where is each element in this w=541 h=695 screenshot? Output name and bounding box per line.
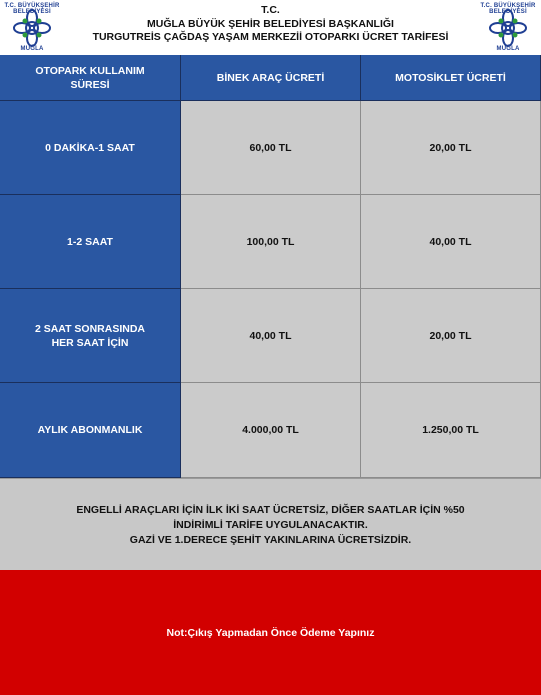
motorcycle-price-cell: 1.250,00 TL <box>361 383 541 478</box>
duration-cell: 0 DAKİKA-1 SAAT <box>0 101 181 195</box>
logo-top-text: T.C. BÜYÜKŞEHİR BELEDİYESİ <box>4 3 60 15</box>
column-header-car: BİNEK ARAÇ ÜCRETİ <box>181 55 361 101</box>
municipality-logo-right <box>478 2 538 54</box>
table-row <box>0 101 541 195</box>
car-price-cell: 60,00 TL <box>181 101 361 195</box>
car-price-cell: 4.000,00 TL <box>181 383 361 478</box>
duration-cell: 1-2 SAAT <box>0 195 181 289</box>
column-header-motorcycle: MOTOSİKLET ÜCRETİ <box>361 55 541 101</box>
page-title <box>70 4 471 45</box>
motorcycle-price-cell: 40,00 TL <box>361 195 541 289</box>
logo-bottom-text: MUĞLA <box>20 46 44 52</box>
notice-line-2: GAZİ VE 1.DERECE ŞEHİT YAKINLARINA ÜCRETSİZDİR. <box>129 533 412 546</box>
notice-line-1: ENGELLİ ARAÇLARI İÇİN İLK İKİ SAAT ÜCRETSİZ, DİĞER SAATLAR İÇİN %50 İNDİRİMLİ TARİFE UYGULANACAKTIR. <box>76 503 465 531</box>
payment-note-banner <box>0 570 541 695</box>
title-line-1: T.C. <box>261 4 280 16</box>
title-line-3: TURGUTREİS ÇAĞDAŞ YAŞAM MERKEZİİ OTOPARKI ÜCRET TARİFESİ <box>92 31 449 43</box>
table-row <box>0 195 541 289</box>
municipality-logo-left <box>2 2 62 54</box>
title-line-2: MUĞLA BÜYÜK ŞEHİR BELEDİYESİ BAŞKANLIĞI <box>147 17 394 30</box>
table-row <box>0 383 541 478</box>
discount-notice <box>0 478 541 571</box>
motorcycle-price-cell: 20,00 TL <box>361 101 541 195</box>
motorcycle-price-cell: 20,00 TL <box>361 289 541 383</box>
header <box>0 0 541 55</box>
payment-note-text: Not:Çıkış Yapmadan Önce Ödeme Yapınız <box>166 626 375 639</box>
car-price-cell: 40,00 TL <box>181 289 361 383</box>
duration-cell: 2 SAAT SONRASINDA HER SAAT İÇİN <box>0 289 181 383</box>
column-header-duration: OTOPARK KULLANIM SÜRESİ <box>0 55 181 101</box>
logo-bottom-text: MUĞLA <box>496 46 520 52</box>
table-header-row <box>0 55 541 101</box>
car-price-cell: 100,00 TL <box>181 195 361 289</box>
table-row <box>0 289 541 383</box>
logo-top-text: T.C. BÜYÜKŞEHİR BELEDİYESİ <box>480 3 536 15</box>
duration-cell: AYLIK ABONMANLIK <box>0 383 181 478</box>
